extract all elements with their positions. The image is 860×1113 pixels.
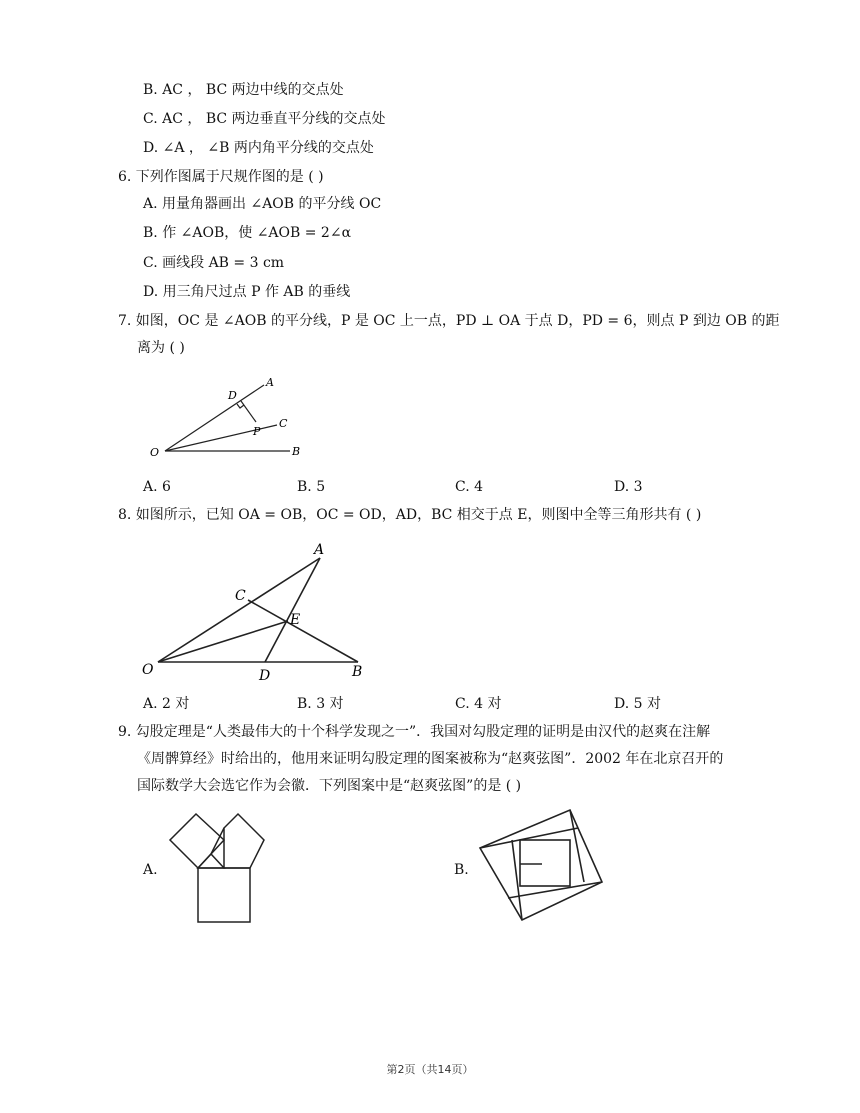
q8-label-d: D (259, 668, 271, 684)
q9-option-b-label: B. (454, 862, 469, 878)
q8-label-e: E (290, 612, 301, 628)
q6-stem: 6. 下列作图属于尺规作图的是 ( ) (118, 169, 324, 185)
page-footer: 第2页（共14页） (386, 1063, 474, 1076)
q7-option-c: C. 4 (455, 479, 484, 495)
q9-stem-line1: 9. 勾股定理是“人类最伟大的十个科学发现之一”．我国对勾股定理的证明是由汉代的赵爽在注解 (118, 724, 711, 740)
q8-label-a: A (314, 542, 325, 558)
q9-stem-line2: 《周髀算经》时给出的，他用来证明勾股定理的图案被称为“赵爽弦图”．2002 年在北京召开的 (137, 751, 724, 767)
q5-option-b: B. AC ， BC 两边中线的交点处 (143, 82, 344, 98)
q8-option-b: B. 3 对 (297, 696, 344, 712)
q8-label-b: B (352, 664, 363, 680)
q8-stem: 8. 如图所示，已知 OA = OB，OC = OD，AD，BC 相交于点 E，则图中全等三角形共有 ( ) (118, 507, 702, 523)
q9-figure-b (476, 800, 606, 925)
q6-option-a: A. 用量角器画出 ∠AOB 的平分线 OC (143, 196, 382, 212)
q7-label-a: A (266, 376, 274, 389)
q7-stem-line1: 7. 如图，OC 是 ∠AOB 的平分线，P 是 OC 上一点，PD ⊥ OA 于点 D，PD = 6，则点 P 到边 OB 的距 (118, 313, 780, 329)
q8-label-o: O (142, 662, 154, 678)
q7-stem-line2: 离为 ( ) (137, 340, 185, 356)
q7-option-b: B. 5 (297, 479, 326, 495)
q9-option-a-label: A. (143, 862, 158, 878)
q8-option-a: A. 2 对 (143, 696, 190, 712)
q8-label-c: C (235, 588, 246, 604)
q7-label-d: D (228, 389, 237, 402)
q5-option-d: D. ∠A ， ∠B 两内角平分线的交点处 (143, 140, 374, 156)
q8-figure (138, 538, 378, 688)
q9-figure-a (160, 806, 290, 931)
q7-figure (140, 372, 320, 467)
q7-option-a: A. 6 (143, 479, 171, 495)
q8-option-d: D. 5 对 (614, 696, 661, 712)
q6-option-b: B. 作 ∠AOB，使 ∠AOB = 2∠α (143, 225, 352, 241)
q7-label-p: P (253, 425, 261, 438)
q7-label-b: B (292, 445, 301, 458)
q8-option-c: C. 4 对 (455, 696, 502, 712)
q7-label-o: O (150, 446, 160, 459)
q5-option-c: C. AC ， BC 两边垂直平分线的交点处 (143, 111, 386, 127)
q7-label-c: C (279, 417, 288, 430)
q6-option-c: C. 画线段 AB = 3 cm (143, 255, 285, 271)
q7-option-d: D. 3 (614, 479, 643, 495)
q6-option-d: D. 用三角尺过点 P 作 AB 的垂线 (143, 284, 351, 300)
q9-stem-line3: 国际数学大会选它作为会徽．下列图案中是“赵爽弦图”的是 ( ) (137, 778, 522, 794)
